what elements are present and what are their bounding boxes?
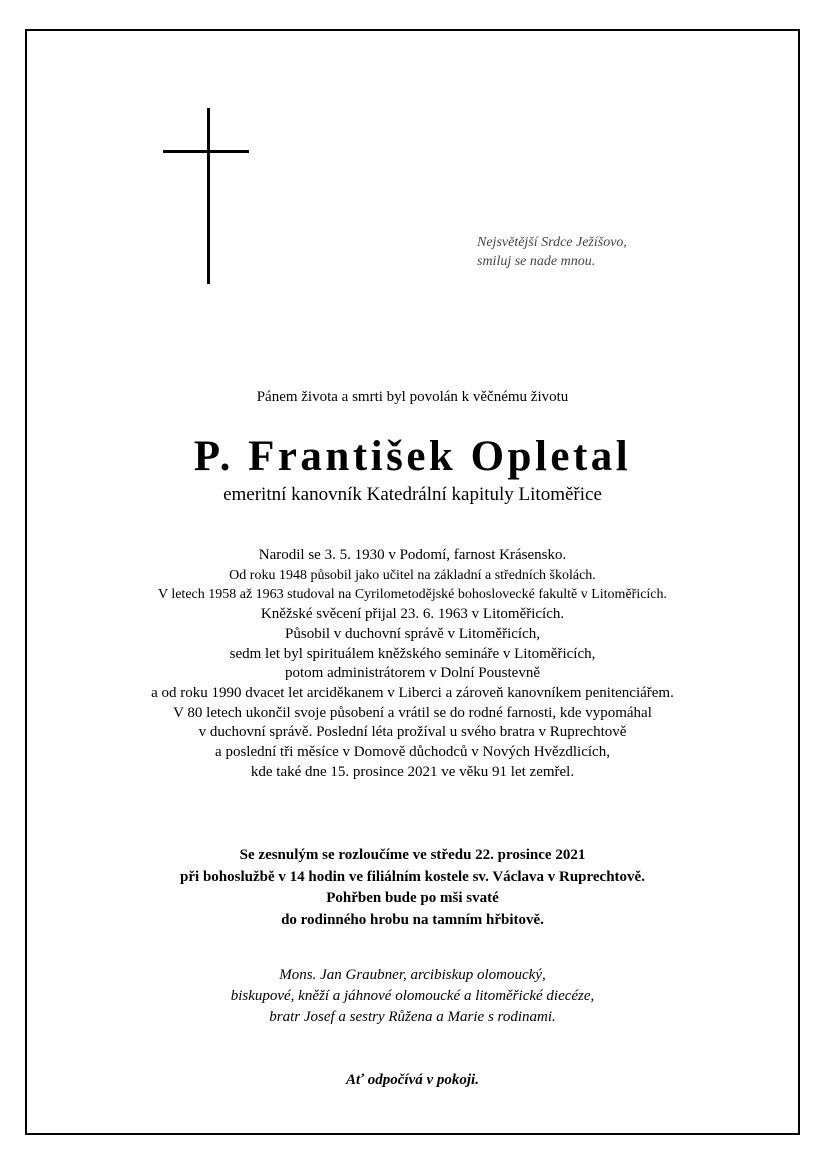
bio-line: sedm let byl spirituálem kněžského semináře v Litoměřicích,	[229, 645, 596, 662]
bio-line: V letech 1958 až 1963 studoval na Cyrilometodějské bohoslovecké fakultě v Litoměřicích.	[157, 587, 668, 603]
mourners	[25, 965, 800, 1028]
bio-line: Od roku 1948 působil jako učitel na základní a středních školách.	[229, 567, 596, 583]
motto-line: smiluj se nade mnou.	[477, 254, 596, 269]
bio-line: a od roku 1990 dvacet let arciděkanem v Liberci a zároveň kanovníkem penitenciářem.	[151, 684, 674, 701]
bio-line: a poslední tři měsíce v Domově důchodců v Nových Hvězdlicích,	[215, 744, 610, 761]
funeral-line: Pohřben bude po mši svaté	[326, 890, 499, 906]
deceased-title: emeritní kanovník Katedrální kapituly Litoměřice	[223, 484, 602, 505]
bio-line: Působil v duchovní správě v Litoměřicích,	[285, 625, 540, 642]
bio-line: v duchovní správě. Poslední léta prožíval u svého bratra v Ruprechtově	[198, 724, 627, 741]
deceased-name: P. František Opletal	[193, 433, 632, 480]
funeral-line: do rodinného hrobu na tamním hřbitově.	[281, 911, 544, 928]
bio-line: potom administrátorem v Dolní Poustevně	[285, 665, 540, 682]
motto	[477, 233, 627, 271]
funeral-line: Se zesnulým se rozloučíme ve středu 22. prosince 2021	[239, 847, 586, 863]
mourners-line: Mons. Jan Graubner, arcibiskup olomoucký,	[279, 967, 546, 983]
intro-text: Pánem života a smrti byl povolán k věčnému životu	[256, 389, 569, 405]
bio-line: Kněžské svěcení přijal 23. 6. 1963 v Litoměřicích.	[260, 606, 565, 623]
bio-line: Narodil se 3. 5. 1930 v Podomí, farnost Krásensko.	[258, 547, 567, 563]
rest-in-peace: Ať odpočívá v pokoji.	[346, 1072, 479, 1088]
bio-line: V 80 letech ukončil svoje působení a vrátil se do rodné farnosti, kde vypomáhal	[173, 704, 652, 721]
bio-line: kde také dne 15. prosince 2021 ve věku 91 let zemřel.	[250, 763, 575, 780]
mourners-line: biskupové, kněží a jáhnové olomoucké a litoměřické diecéze,	[230, 988, 595, 1004]
motto-line: Nejsvětější Srdce Ježíšovo,	[477, 235, 627, 250]
biography	[25, 546, 800, 782]
funeral-announcement	[25, 845, 800, 931]
funeral-line: při bohoslužbě v 14 hodin ve filiálním kostele sv. Václava v Ruprechtově.	[180, 868, 645, 885]
mourners-line: bratr Josef a sestry Růžena a Marie s rodinami.	[269, 1009, 556, 1025]
cross-icon	[163, 108, 249, 284]
